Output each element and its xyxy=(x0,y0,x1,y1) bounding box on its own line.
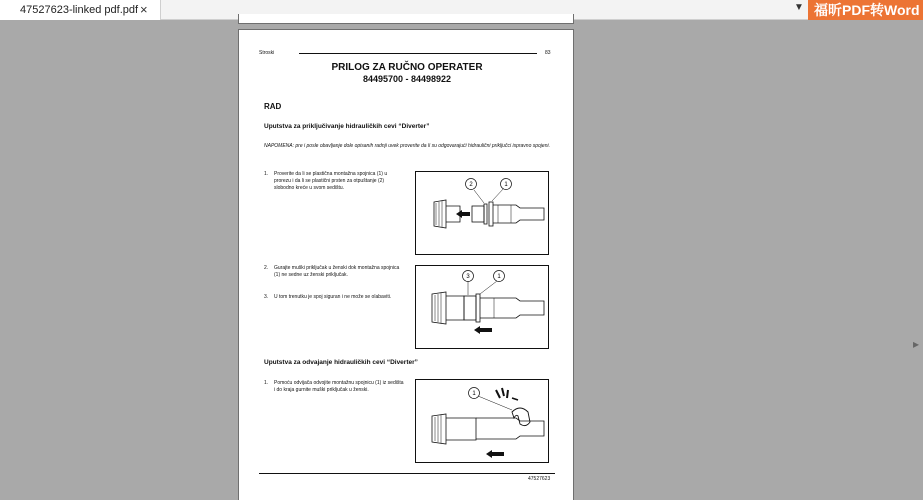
header-rule xyxy=(299,53,537,54)
step-text: U tom trenutku je spoj siguran i ne može se olabaviti. xyxy=(274,294,392,300)
figure-connect-1 xyxy=(415,171,549,255)
page-title: PRILOG ZA RUČNO OPERATER xyxy=(331,62,483,73)
page-subtitle: 84495700 - 84498922 xyxy=(362,74,452,84)
page-number: 83 xyxy=(545,50,551,56)
tab-title: 47527623-linked pdf.pdf xyxy=(20,4,139,16)
section-heading: RAD xyxy=(264,102,282,111)
footer-rule xyxy=(259,473,555,474)
figure-disconnect xyxy=(415,379,549,463)
dropdown-arrow-icon[interactable]: ▼ xyxy=(794,2,804,13)
note-text: NAPOMENA: pre i posle obavljanje dole opisanih radnji uvek proverite da li su odgovarajući hidraulični priključci ispravno spojeni. xyxy=(264,143,550,149)
callout-1: 1 xyxy=(504,182,508,188)
step-text: Gurajte muški priključak u ženski dok montažna spojnica (1) ne sedne uz ženski priključak. xyxy=(274,265,400,278)
side-handle-icon[interactable]: ▸ xyxy=(913,337,920,351)
callout-1: 1 xyxy=(497,274,501,280)
footer-code: 47527623 xyxy=(528,476,551,482)
coupling-diagram-3 xyxy=(416,380,548,462)
callout-2: 2 xyxy=(469,182,473,188)
step-number: 1. xyxy=(264,380,269,386)
document-tab[interactable] xyxy=(0,0,161,20)
disconnect-heading: Uputstva za odvajanje hidrauličkih cevi “Diverter” xyxy=(264,359,418,366)
document-page xyxy=(238,29,574,500)
step-text: Pomoću odvijača odvojite montažnu spojnicu (1) iz sedišta i do kraja gurnite muški priključak u ženski. xyxy=(274,380,404,393)
step-number: 3. xyxy=(264,294,269,300)
coupling-diagram-2 xyxy=(416,266,548,348)
step-text: Proverite da li se plastična montažna spojnica (1) u prorezu i da li se plastični prsten za otpuštanje (2) slobodno kreće u svom sedištu. xyxy=(274,171,388,191)
scroll-area[interactable] xyxy=(910,20,923,500)
step-number: 1. xyxy=(264,171,269,177)
previous-page-edge xyxy=(238,14,574,24)
callout-1: 1 xyxy=(472,391,476,397)
close-icon[interactable]: × xyxy=(140,2,148,17)
coupling-diagram-1 xyxy=(416,172,548,254)
connect-heading: Uputstva za priključivanje hidrauličkih cevi “Diverter” xyxy=(264,123,430,130)
step-number: 2. xyxy=(264,265,269,271)
pdf-to-word-button[interactable]: 福昕PDF转Word xyxy=(808,0,923,20)
callout-3: 3 xyxy=(466,274,470,280)
header-left: Stroski xyxy=(259,50,275,56)
figure-connect-2 xyxy=(415,265,549,349)
